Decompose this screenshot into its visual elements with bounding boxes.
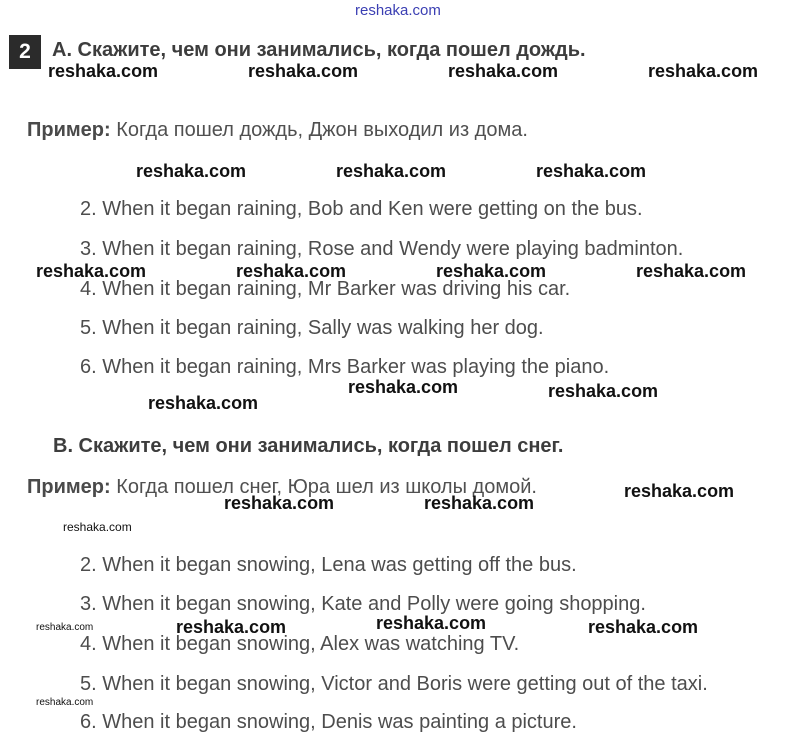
watermark: reshaka.com bbox=[36, 622, 94, 633]
section-a-item-4: 4. When it began raining, Mr Barker was driving his car. bbox=[80, 278, 571, 300]
watermark: reshaka.com bbox=[36, 697, 94, 708]
watermark: reshaka.com bbox=[48, 61, 159, 81]
watermark: reshaka.com bbox=[136, 161, 247, 181]
section-a-item-5: 5. When it began raining, Sally was walking her dog. bbox=[80, 317, 544, 339]
watermark: reshaka.com bbox=[348, 377, 459, 397]
watermark: reshaka.com bbox=[148, 393, 259, 413]
site-header-link[interactable]: reshaka.com bbox=[355, 2, 441, 19]
task-number-badge: 2 bbox=[9, 35, 41, 69]
watermark: reshaka.com bbox=[548, 381, 659, 401]
watermark: reshaka.com bbox=[448, 61, 559, 81]
section-a-item-6: 6. When it began raining, Mrs Barker was playing the piano. bbox=[80, 356, 610, 378]
watermark: reshaka.com bbox=[436, 261, 547, 281]
watermark: reshaka.com bbox=[588, 617, 699, 637]
watermark: reshaka.com bbox=[248, 61, 359, 81]
watermark: reshaka.com bbox=[63, 520, 132, 534]
section-b-item-2: 2. When it began snowing, Lena was getting off the bus. bbox=[80, 554, 577, 576]
watermark: reshaka.com bbox=[648, 61, 759, 81]
section-b-example-label: Пример: bbox=[27, 476, 111, 498]
watermark: reshaka.com bbox=[336, 161, 447, 181]
section-b-item-6: 6. When it began snowing, Denis was painting a picture. bbox=[80, 711, 577, 733]
section-b-item-3: 3. When it began snowing, Kate and Polly were going shopping. bbox=[80, 593, 646, 615]
section-a-example-text: Когда пошел дождь, Джон выходил из дома. bbox=[116, 119, 528, 141]
watermark: reshaka.com bbox=[236, 261, 347, 281]
watermark: reshaka.com bbox=[376, 613, 487, 633]
watermark: reshaka.com bbox=[36, 261, 147, 281]
section-a-item-3: 3. When it began raining, Rose and Wendy were playing badminton. bbox=[80, 238, 684, 260]
section-b-item-4: 4. When it began snowing, Alex was watching TV. bbox=[80, 633, 520, 655]
section-a-item-2: 2. When it began raining, Bob and Ken were getting on the bus. bbox=[80, 198, 643, 220]
watermark: reshaka.com bbox=[624, 481, 735, 501]
section-a-example-label: Пример: bbox=[27, 119, 111, 141]
watermark: reshaka.com bbox=[636, 261, 747, 281]
section-b-heading: B. Скажите, чем они занимались, когда пошел снег. bbox=[53, 435, 564, 457]
section-a-example bbox=[27, 119, 528, 142]
watermark: reshaka.com bbox=[176, 617, 287, 637]
watermark: reshaka.com bbox=[536, 161, 647, 181]
watermark: reshaka.com bbox=[424, 493, 535, 513]
watermark: reshaka.com bbox=[224, 493, 335, 513]
section-b-item-5: 5. When it began snowing, Victor and Boris were getting out of the taxi. bbox=[80, 673, 708, 695]
section-b-example-text: Когда пошел снег, Юра шел из школы домой. bbox=[116, 476, 537, 498]
section-a-heading: A. Скажите, чем они занимались, когда пошел дождь. bbox=[52, 39, 586, 61]
